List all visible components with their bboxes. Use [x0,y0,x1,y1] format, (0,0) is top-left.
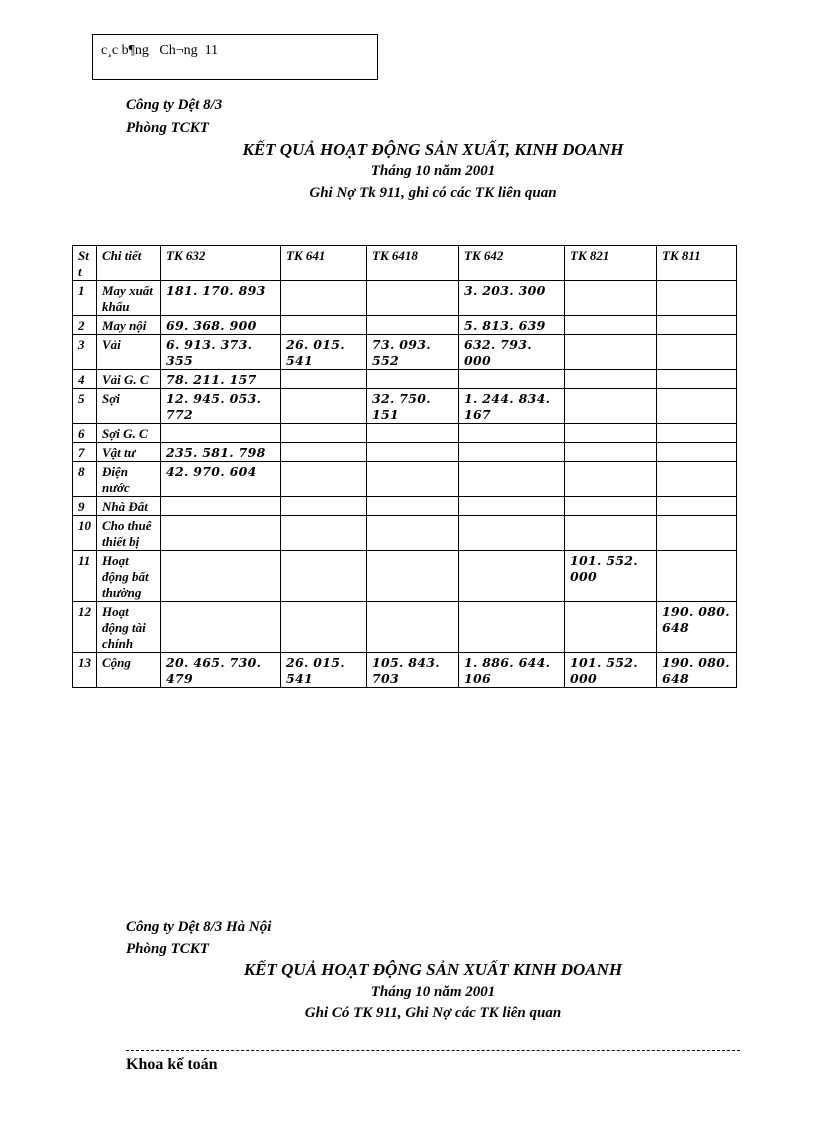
amount-cell [565,335,657,370]
row-label-cell: Vải G. C [97,370,161,389]
table-row [73,424,737,443]
amount-cell: 105. 843. 703 [367,653,459,688]
amount-cell [367,462,459,497]
amount-cell [565,516,657,551]
row-label-cell: Sợi [97,389,161,424]
amount-cell [367,516,459,551]
amount-cell [565,462,657,497]
row-number-cell: 8 [73,462,97,497]
row-number-cell: 3 [73,335,97,370]
table-row [73,516,737,551]
row-label-cell: Hoạt động tài chính [97,602,161,653]
amount-cell [565,497,657,516]
amount-cell [657,424,737,443]
amount-cell [161,602,281,653]
amount-cell: 632. 793. 000 [459,335,565,370]
amount-cell [657,462,737,497]
amount-cell [367,551,459,602]
amount-cell [367,497,459,516]
column-header: TK 641 [281,246,367,281]
amount-cell: 42. 970. 604 [161,462,281,497]
amount-cell [281,551,367,602]
amount-cell [367,424,459,443]
amount-cell [367,281,459,316]
amount-cell [281,443,367,462]
amount-cell: 190. 080. 648 [657,602,737,653]
amount-cell [281,316,367,335]
column-header: Chi tiết [97,246,161,281]
amount-cell [657,335,737,370]
report-month-1: Tháng 10 năm 2001 [370,163,496,179]
column-header: TK 811 [657,246,737,281]
row-label-cell: Hoạt động bất thường [97,551,161,602]
row-label-cell: Vật tư [97,443,161,462]
report-subtitle-1: Ghi Nợ Tk 911, ghi có các TK liên quan [309,185,557,201]
amount-cell [161,497,281,516]
column-header: TK 642 [459,246,565,281]
amount-cell [657,551,737,602]
amount-cell: 1. 886. 644. 106 [459,653,565,688]
department-2: Phòng TCKT [126,941,209,957]
table-row [73,370,737,389]
row-label-cell: Điện nước [97,462,161,497]
row-number-cell: 13 [73,653,97,688]
amount-cell: 69. 368. 900 [161,316,281,335]
amount-cell [367,602,459,653]
amount-cell [281,281,367,316]
amount-cell [565,316,657,335]
table-row [73,551,737,602]
amount-cell [459,370,565,389]
table-row [73,281,737,316]
amount-cell [565,443,657,462]
amount-cell [657,316,737,335]
report-month-2: Tháng 10 năm 2001 [370,984,496,1000]
department-1: Phòng TCKT [126,120,209,136]
table-row [73,443,737,462]
amount-cell: 12. 945. 053. 772 [161,389,281,424]
amount-cell [281,389,367,424]
amount-cell [565,424,657,443]
row-number-cell: 9 [73,497,97,516]
column-header: TK 821 [565,246,657,281]
amount-cell: 101. 552. 000 [565,653,657,688]
company-name-1: Công ty Dệt 8/3 [126,97,223,113]
amount-cell: 20. 465. 730. 479 [161,653,281,688]
row-number-cell: 11 [73,551,97,602]
amount-cell: 26. 015. 541 [281,335,367,370]
table-row [73,389,737,424]
amount-cell [657,516,737,551]
row-label-cell: Vải [97,335,161,370]
amount-cell [367,316,459,335]
amount-cell [459,424,565,443]
report-subtitle-2: Ghi Có TK 911, Ghi Nợ các TK liên quan [304,1005,562,1021]
row-label-cell: May xuất khẩu [97,281,161,316]
amount-cell [657,389,737,424]
amount-cell [281,516,367,551]
footer-text: Khoa kế toán [126,1056,218,1073]
amount-cell [657,281,737,316]
amount-cell [565,389,657,424]
row-number-cell: 7 [73,443,97,462]
amount-cell [161,424,281,443]
row-number-cell: 12 [73,602,97,653]
amount-cell [281,602,367,653]
row-label-cell: Sợi G. C [97,424,161,443]
table-header-row [73,246,737,281]
footer-divider [126,1050,740,1051]
amount-cell: 32. 750. 151 [367,389,459,424]
row-number-cell: 2 [73,316,97,335]
amount-cell: 1. 244. 834. 167 [459,389,565,424]
amount-cell: 101. 552. 000 [565,551,657,602]
company-name-2: Công ty Dệt 8/3 Hà Nội [126,919,272,935]
amount-cell [459,497,565,516]
amount-cell [459,516,565,551]
amount-cell: 190. 080. 648 [657,653,737,688]
amount-cell [459,551,565,602]
row-number-cell: 4 [73,370,97,389]
table-row [73,602,737,653]
amount-cell [281,497,367,516]
amount-cell [367,370,459,389]
row-label-cell: Cho thuê thiết bị [97,516,161,551]
row-label-cell: Cộng [97,653,161,688]
table-row [73,462,737,497]
amount-cell [367,443,459,462]
amount-cell: 78. 211. 157 [161,370,281,389]
amount-cell: 26. 015. 541 [281,653,367,688]
amount-cell [657,370,737,389]
table-row [73,497,737,516]
amount-cell [459,462,565,497]
amount-cell [459,443,565,462]
row-number-cell: 1 [73,281,97,316]
report-title-2: KẾT QUẢ HOẠT ĐỘNG SẢN XUẤT KINH DOANH [243,960,623,979]
amount-cell [459,602,565,653]
table-row [73,316,737,335]
report-table [72,245,737,688]
amount-cell [565,281,657,316]
amount-cell [565,370,657,389]
amount-cell: 73. 093. 552 [367,335,459,370]
amount-cell [657,497,737,516]
row-number-cell: 6 [73,424,97,443]
row-number-cell: 5 [73,389,97,424]
amount-cell: 3. 203. 300 [459,281,565,316]
amount-cell [657,443,737,462]
amount-cell [281,462,367,497]
column-header: TK 632 [161,246,281,281]
table-row [73,653,737,688]
amount-cell: 6. 913. 373. 355 [161,335,281,370]
amount-cell [281,370,367,389]
amount-cell [161,551,281,602]
amount-cell: 181. 170. 893 [161,281,281,316]
table-row [73,335,737,370]
amount-cell [161,516,281,551]
row-number-cell: 10 [73,516,97,551]
document-tag-box: c¸c b¶ng Ch¬ng 11 [92,34,378,80]
amount-cell: 235. 581. 798 [161,443,281,462]
column-header: St t [73,246,97,281]
row-label-cell: May nội [97,316,161,335]
row-label-cell: Nhà Đất [97,497,161,516]
column-header: TK 6418 [367,246,459,281]
amount-cell [281,424,367,443]
amount-cell: 5. 813. 639 [459,316,565,335]
report-title-1: KẾT QUẢ HOẠT ĐỘNG SẢN XUẤT, KINH DOANH [242,140,624,159]
amount-cell [565,602,657,653]
